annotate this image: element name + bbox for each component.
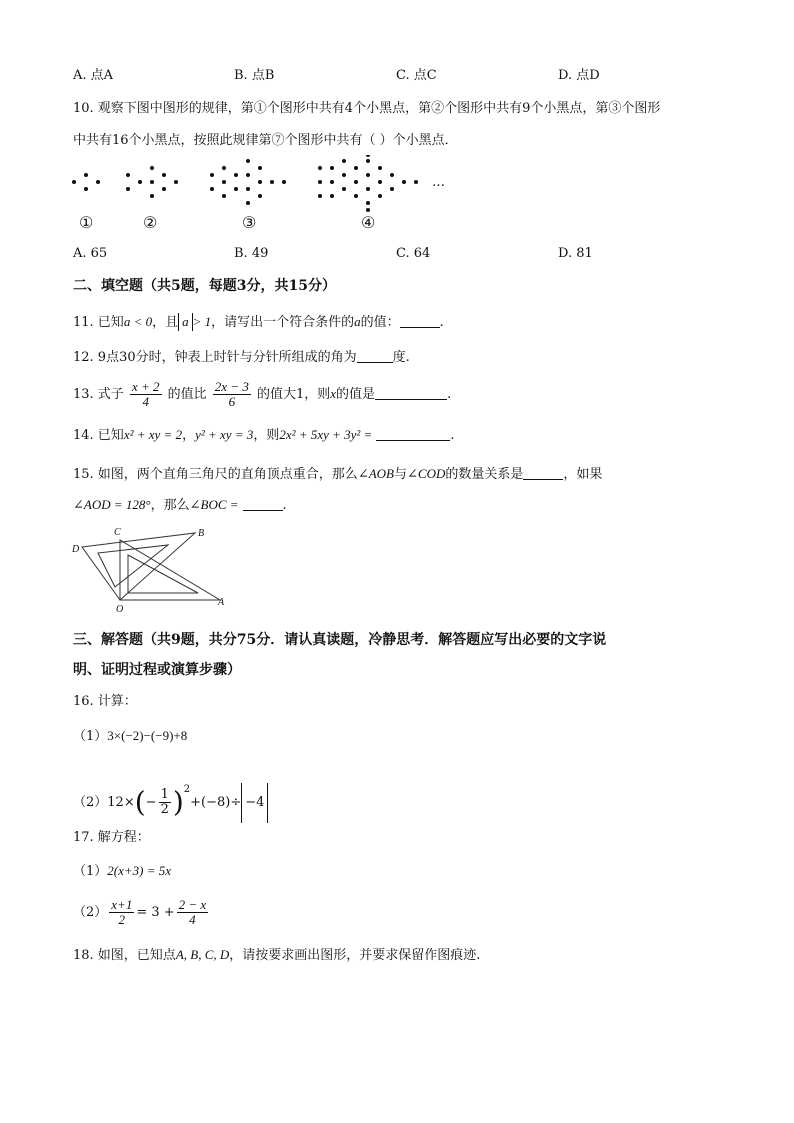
q13-post: 的值大1，则: [256, 387, 331, 402]
q18-post: ，请按要求画出图形，并要求保留作图痕迹.: [229, 948, 481, 963]
q14-pre: 14. 已知: [73, 428, 124, 443]
dot-figure-3: [210, 159, 286, 205]
q13: [73, 377, 451, 412]
q15-line2: [73, 496, 287, 515]
q15-line2-mid: ，那么: [150, 498, 190, 513]
q16-part2-abs: −4: [241, 783, 268, 823]
q13-mid: 的值比: [167, 387, 207, 402]
q15-angle-cod: ∠COD: [407, 466, 446, 481]
q15-line1: [73, 465, 602, 484]
q15-line1-end: ，如果: [563, 467, 603, 482]
q13-tail: 的值是: [336, 387, 376, 402]
q17-part2-numerator-1: x+1: [111, 897, 133, 912]
q15-relation-blank[interactable]: [523, 465, 563, 480]
q15-triangles-figure: [70, 525, 240, 625]
q16-part1: [73, 727, 187, 746]
q13-fraction-1: [130, 380, 162, 409]
q10-option-c: C. 64: [396, 246, 431, 261]
q16-part1-label: （1）: [73, 729, 108, 744]
q16-part2-minus: −: [145, 795, 157, 810]
q16-part2-paren-close: ): [172, 785, 184, 819]
q9-option-a: A. 点A: [73, 68, 114, 83]
q11-var: a: [354, 314, 361, 329]
q11-cond1: a < 0: [123, 314, 153, 329]
q15-line2-end: .: [282, 498, 287, 513]
q10-option-a: A. 65: [73, 246, 108, 261]
section3-title-line1: 三、解答题（共9题，共分75分．请认真读题，冷静思考．解答题应写出必要的文字说: [73, 632, 607, 648]
q18: [73, 946, 480, 965]
q16-part1-expr: 3×(−2)−(−9)+8: [107, 728, 188, 743]
q17-part1: [73, 862, 171, 881]
q16-part2-fraction: [159, 788, 171, 817]
q11: [73, 313, 444, 332]
q9-option-c: C. 点C: [396, 68, 437, 83]
q15-label-o: O: [116, 604, 124, 615]
q14-sep: ，: [182, 428, 196, 443]
q17-part1-expr: 2(x+3) = 5x: [107, 863, 172, 878]
q13-f2-denominator: 6: [228, 394, 236, 409]
q14-expr: 2x² + 5xy + 3y² =: [279, 427, 373, 442]
q15-line1-post: 的数量关系是: [445, 467, 524, 482]
q14-eq1: x² + xy = 2: [123, 427, 183, 442]
q17-part1-label: （1）: [73, 864, 108, 879]
q15-label-a: A: [218, 597, 225, 608]
q9-option-b: B. 点B: [234, 68, 275, 83]
q16-part2-post: +(−8)÷: [190, 795, 242, 810]
q12-end: 度.: [392, 350, 410, 365]
q11-post: ，请写出一个符合条件的: [211, 315, 355, 330]
q15-line1-pre: 15. 如图，两个直角三角尺的直角顶点重合，那么: [73, 467, 358, 482]
q16-part2-numerator: 1: [160, 787, 169, 802]
dot-figure-1: [72, 173, 100, 191]
q11-pre: 11. 已知: [73, 315, 124, 330]
q17-part2-fraction-1: [109, 898, 134, 927]
q15-label-d: D: [72, 544, 80, 555]
q18-pre: 18. 如图，已知点: [73, 948, 176, 963]
q17-part2-mid: = 3 +: [136, 905, 175, 920]
q10-stem-line1: 10. 观察下图中图形的规律，第①个图形中共有4个小黑点，第②个图形中共有9个小黑点，第③个图形: [73, 101, 661, 116]
q14-post: ，则: [253, 428, 280, 443]
q16-part2-denominator: 2: [160, 802, 169, 817]
q13-end: .: [447, 387, 452, 402]
section3-title-line2: 明、证明过程或演算步骤）: [73, 662, 241, 678]
q13-f1-denominator: 4: [142, 394, 149, 409]
q12-answer-blank[interactable]: [357, 348, 393, 363]
q12: [73, 348, 410, 367]
q15-label-b: B: [198, 528, 205, 539]
q17-title: 17. 解方程：: [73, 830, 150, 845]
q11-mid: ，且: [152, 315, 179, 330]
q14-end: .: [450, 428, 455, 443]
q10-option-d: D. 81: [558, 246, 593, 261]
q13-pre: 13. 式子: [73, 387, 124, 402]
dot-figure-4: [318, 155, 418, 212]
q17-part2-denominator-1: 2: [118, 912, 126, 927]
q16-title: 16. 计算：: [73, 694, 137, 709]
q16-part2-exponent: 2: [183, 784, 191, 795]
q12-text: 12. 9点30分时，钟表上时针与分针所组成的角为: [73, 350, 357, 365]
q16-part2-pre: 12×: [107, 795, 135, 810]
q10-figure-label-3: ③: [242, 213, 257, 232]
section2-title: 二、填空题（共5题，每题3分，共15分）: [73, 278, 336, 294]
q13-fraction-2: [213, 380, 251, 409]
q16-part2-label: （2）: [73, 795, 108, 810]
q17-part2-label: （2）: [73, 905, 108, 920]
q15-label-c: C: [114, 527, 121, 538]
q11-tail: 的值：: [360, 315, 400, 330]
q13-f2-numerator: 2x − 3: [214, 379, 249, 394]
q16-part2: [73, 770, 268, 823]
dot-figure-2: [126, 166, 178, 198]
q10-dot-pattern-figure: [66, 155, 466, 225]
q13-f1-numerator: x + 2: [131, 379, 160, 394]
q14-answer-blank[interactable]: [376, 426, 450, 441]
q13-answer-blank[interactable]: [375, 385, 447, 400]
q17-part2: [73, 895, 210, 931]
q10-option-b: B. 49: [234, 246, 269, 261]
q10-stem-line2: 中共有16个小黑点，按照此规律第⑦个图形中共有（ ）个小黑点．: [73, 133, 458, 148]
q10-figure-label-4: ④: [361, 213, 376, 232]
q17-part2-fraction-2: [177, 898, 209, 927]
q17-part2-numerator-2: 2 − x: [178, 897, 207, 912]
q15-given-aod: ∠AOD = 128°: [73, 497, 151, 512]
q16-part2-paren: (: [134, 785, 146, 819]
q10-figure-label-1: ①: [79, 213, 94, 232]
q14: [73, 426, 454, 445]
q15-line1-mid: 与: [393, 467, 407, 482]
q15-answer-blank[interactable]: [243, 496, 283, 511]
q11-answer-blank[interactable]: [400, 313, 440, 328]
q10-figure-label-2: ②: [143, 213, 158, 232]
q9-option-d: D. 点D: [558, 68, 600, 83]
q11-end: .: [439, 315, 444, 330]
q11-cond2: > 1: [192, 314, 212, 329]
q14-eq2: y² + xy = 3: [195, 427, 254, 442]
q10-ellipsis: …: [432, 175, 445, 190]
q15-angle-aob: ∠AOB: [357, 466, 394, 481]
q17-part2-denominator-2: 4: [189, 912, 196, 927]
q11-abs-a: a: [178, 313, 193, 331]
q18-points: A, B, C, D: [175, 947, 230, 962]
q15-ask-boc: ∠BOC =: [189, 497, 239, 512]
q13-var: x: [330, 386, 337, 401]
